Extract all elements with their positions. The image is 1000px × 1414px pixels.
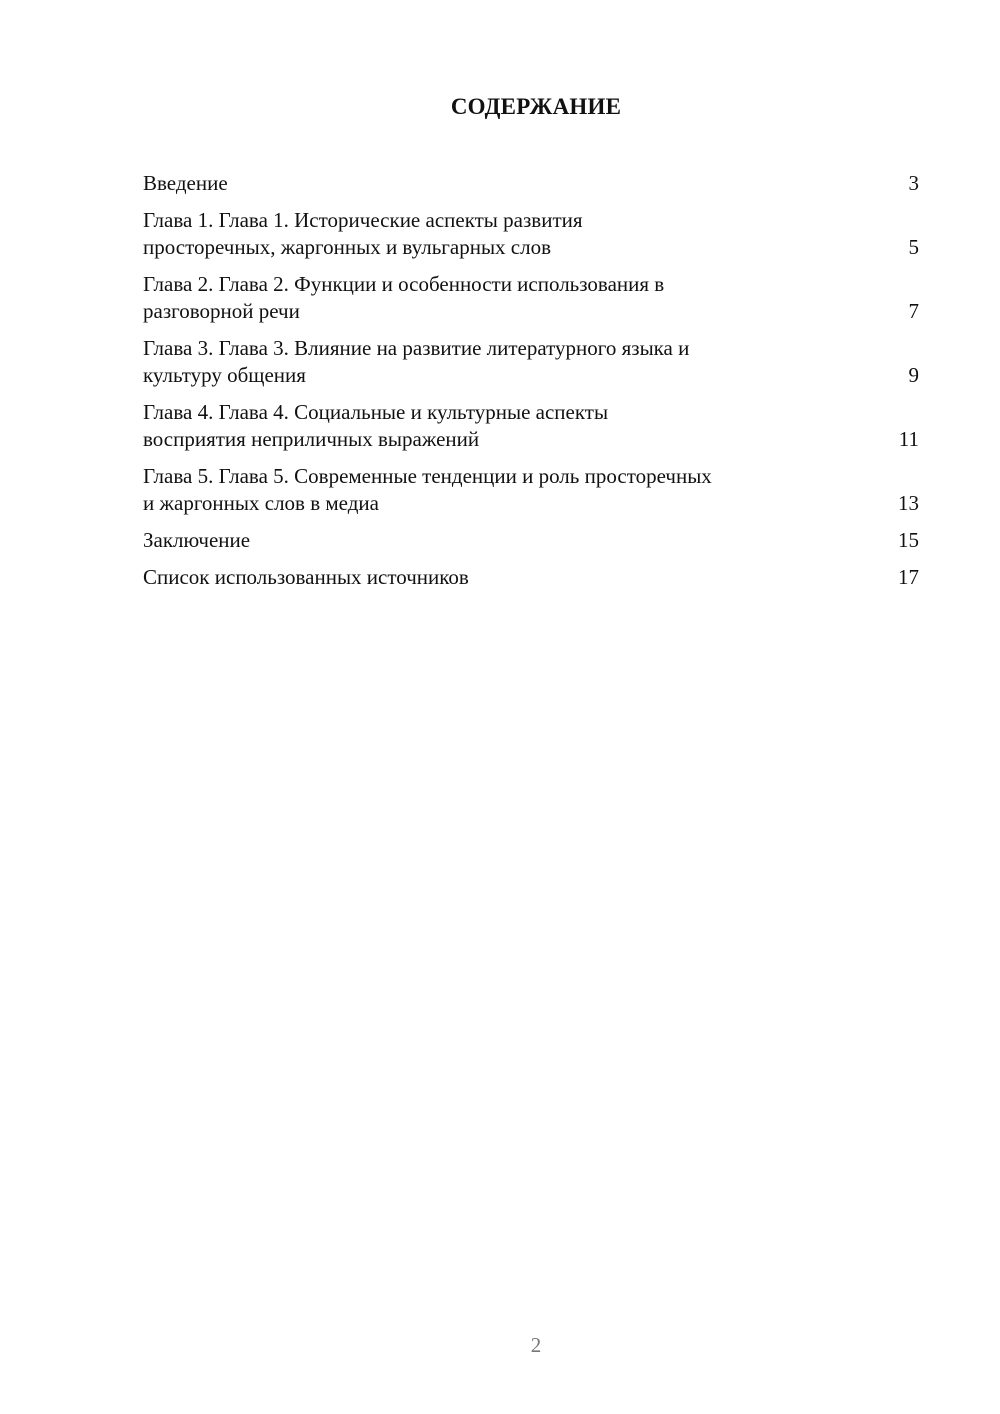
page-title: СОДЕРЖАНИЕ [450,94,622,119]
table-of-contents [143,170,919,601]
toc-entry-references [143,564,919,591]
toc-entry-label: Глава 3. Глава 3. Влияние на развитие литературного языка и культуру общения [143,336,690,387]
toc-entry-chapter-3 [143,335,919,389]
toc-entry-page: 17 [898,565,919,589]
toc-entry-conclusion [143,527,919,554]
toc-entry-page: 11 [898,427,919,451]
toc-entry-label: Глава 4. Глава 4. Социальные и культурные аспекты восприятия неприличных выражений [143,400,609,451]
toc-entry-introduction [143,170,919,197]
toc-entry-chapter-4 [143,399,919,453]
toc-entry-label: Список использованных источников [143,565,469,589]
toc-entry-page: 13 [898,491,919,515]
toc-entry-page: 3 [908,171,919,195]
toc-entry-chapter-5 [143,463,919,517]
toc-entry-label: Глава 2. Глава 2. Функции и особенности использования в разговорной речи [143,272,665,323]
page-number: 2 [530,1333,542,1357]
toc-entry-page: 9 [908,363,919,387]
toc-entry-label: Заключение [143,528,251,552]
toc-entry-page: 5 [908,235,919,259]
toc-entry-chapter-2 [143,271,919,325]
toc-entry-label: Введение [143,171,228,195]
toc-entry-label: Глава 1. Глава 1. Исторические аспекты развития просторечных, жаргонных и вульгарных слов [143,208,583,259]
toc-entry-label: Глава 5. Глава 5. Современные тенденции и роль просторечных и жаргонных слов в медиа [143,464,712,515]
toc-entry-page: 15 [898,528,919,552]
toc-entry-page: 7 [908,299,919,323]
toc-entry-chapter-1 [143,207,919,261]
